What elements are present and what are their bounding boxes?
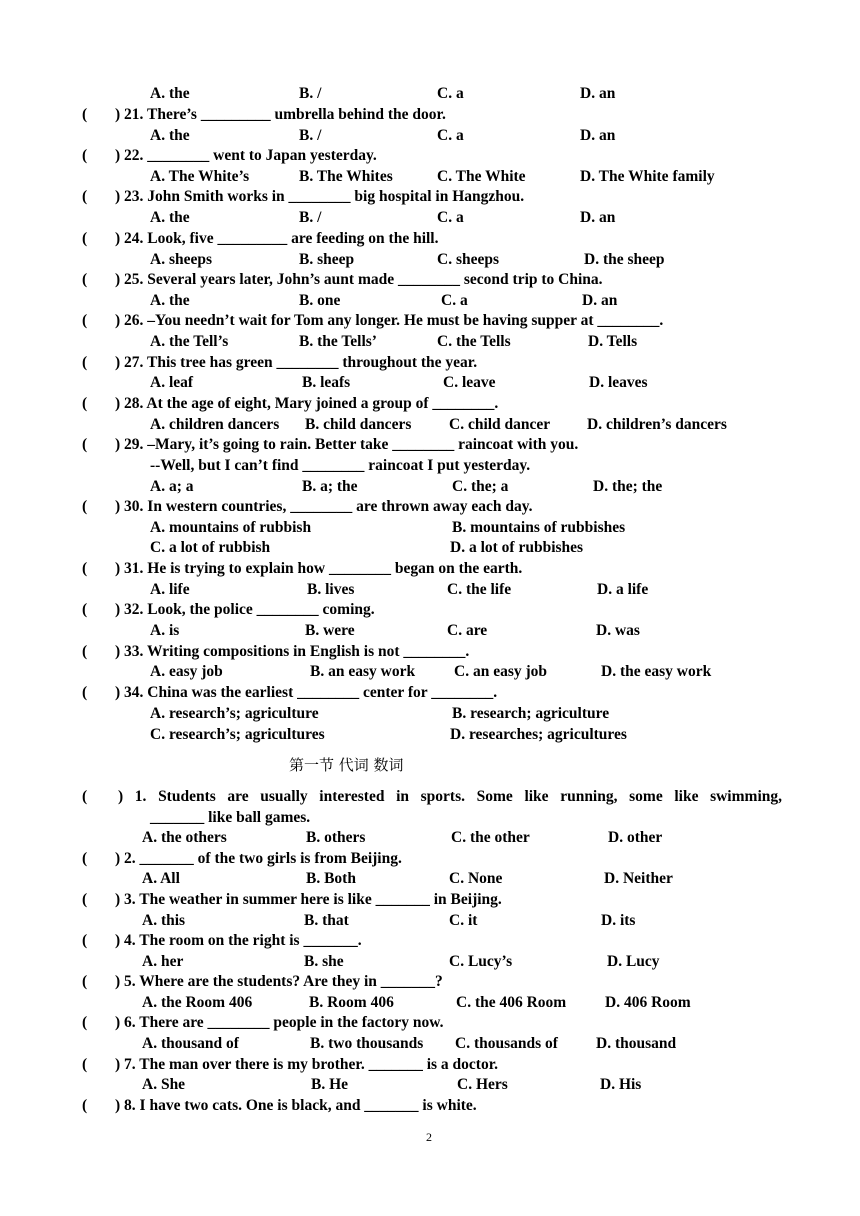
option: B. others	[306, 829, 366, 846]
question-1: ) 1. Students are usually interested in sports. Some like running, some like swimming,	[118, 788, 782, 805]
answer-paren: (	[82, 1056, 88, 1073]
option: A. research’s; agriculture	[150, 705, 319, 722]
option: C. the life	[447, 581, 512, 598]
question-25: ) 25. Several years later, John’s aunt made ________ second trip to China.	[115, 271, 603, 288]
option: C. a	[441, 292, 468, 309]
option: A. All	[142, 870, 180, 887]
option: A. leaf	[150, 374, 194, 391]
answer-paren: (	[82, 684, 88, 701]
option: C. a	[437, 209, 464, 226]
question-3: ) 3. The weather in summer here is like _______ in Beijing.	[115, 891, 502, 908]
answer-paren: (	[82, 1014, 88, 1031]
option: C. a	[437, 85, 464, 102]
question-8: ) 8. I have two cats. One is black, and _______ is white.	[115, 1097, 477, 1114]
option: A. the	[150, 127, 190, 144]
option: C. research’s; agricultures	[150, 726, 325, 743]
option: A. the	[150, 209, 190, 226]
option: B. lives	[307, 581, 355, 598]
option: D. an	[580, 127, 616, 144]
option: C. the 406 Room	[456, 994, 567, 1011]
option: B. /	[299, 209, 322, 226]
option: D. its	[601, 912, 636, 929]
answer-paren: (	[82, 436, 88, 453]
answer-paren: (	[82, 230, 88, 247]
option: A. the	[150, 292, 190, 309]
option: C. an easy job	[454, 663, 548, 680]
option: D. the; the	[593, 478, 663, 495]
option: B. /	[299, 127, 322, 144]
option: B. the Tells’	[299, 333, 377, 350]
option: D. the easy work	[601, 663, 712, 680]
question-31: ) 31. He is trying to explain how ________ began on the earth.	[115, 560, 523, 577]
option: C. it	[449, 912, 478, 929]
answer-paren: (	[82, 1097, 88, 1114]
option: C. None	[449, 870, 503, 887]
option: B. mountains of rubbishes	[452, 519, 626, 536]
option: D. a life	[597, 581, 649, 598]
question-29: ) 29. –Mary, it’s going to rain. Better take ________ raincoat with you.	[115, 436, 579, 453]
question-27: ) 27. This tree has green ________ throughout the year.	[115, 354, 478, 371]
answer-paren: (	[82, 271, 88, 288]
answer-paren: (	[82, 354, 88, 371]
option: D. the sheep	[584, 251, 665, 268]
option: D. children’s dancers	[587, 416, 727, 433]
option: A. life	[150, 581, 190, 598]
option: A. the Room 406	[142, 994, 253, 1011]
question-5: ) 5. Where are the students? Are they in _______?	[115, 973, 443, 990]
question-21: ) 21. There’s _________ umbrella behind the door.	[115, 106, 446, 123]
option: C. child dancer	[449, 416, 551, 433]
option: D. an	[580, 85, 616, 102]
option: D. 406 Room	[605, 994, 691, 1011]
option: D. leaves	[589, 374, 648, 391]
option: C. Hers	[457, 1076, 508, 1093]
option: C. leave	[443, 374, 496, 391]
page-number: 2	[426, 1130, 432, 1144]
option: C. are	[447, 622, 488, 639]
option: C. sheeps	[437, 251, 500, 268]
option: D. Lucy	[607, 953, 660, 970]
option: C. The White	[437, 168, 526, 185]
option: D. a lot of rubbishes	[450, 539, 584, 556]
option: A. children dancers	[150, 416, 280, 433]
option: A. sheeps	[150, 251, 213, 268]
question-2: ) 2. _______ of the two girls is from Beijing.	[115, 850, 402, 867]
option: B. Room 406	[309, 994, 394, 1011]
option: A. easy job	[150, 663, 223, 680]
question-34: ) 34. China was the earliest ________ center for ________.	[115, 684, 498, 701]
option: B. The Whites	[299, 168, 393, 185]
option: B. an easy work	[310, 663, 416, 680]
option: D. an	[580, 209, 616, 226]
answer-paren: (	[82, 395, 88, 412]
option: C. Lucy’s	[449, 953, 513, 970]
question-23: ) 23. John Smith works in ________ big hospital in Hangzhou.	[115, 188, 525, 205]
option: B. He	[311, 1076, 349, 1093]
option: B. a; the	[302, 478, 358, 495]
option: D. Tells	[588, 333, 638, 350]
question-7: ) 7. The man over there is my brother. _______ is a doctor.	[115, 1056, 499, 1073]
option: D. researches; agricultures	[450, 726, 627, 743]
option: A. the	[150, 85, 190, 102]
option: A. the others	[142, 829, 227, 846]
option: B. that	[304, 912, 349, 929]
option: D. His	[600, 1076, 642, 1093]
answer-paren: (	[82, 643, 88, 660]
option: D. The White family	[580, 168, 715, 185]
answer-paren: (	[82, 973, 88, 990]
question-29-reply: --Well, but I can’t find ________ raincoat I put yesterday.	[150, 457, 531, 474]
option: B. she	[304, 953, 344, 970]
option: A. the Tell’s	[150, 333, 229, 350]
answer-paren: (	[82, 932, 88, 949]
question-24: ) 24. Look, five _________ are feeding on the hill.	[115, 230, 439, 247]
answer-paren: (	[82, 560, 88, 577]
option: A. mountains of rubbish	[150, 519, 312, 536]
answer-paren: (	[82, 498, 88, 515]
option: A. a; a	[150, 478, 194, 495]
option: D. other	[608, 829, 663, 846]
option: B. Both	[306, 870, 356, 887]
question-28: ) 28. At the age of eight, Mary joined a group of ________.	[115, 395, 499, 412]
answer-paren: (	[82, 147, 88, 164]
option: C. a lot of rubbish	[150, 539, 271, 556]
option: B. child dancers	[305, 416, 412, 433]
option: A. is	[150, 622, 180, 639]
answer-paren: (	[82, 601, 88, 618]
question-6: ) 6. There are ________ people in the factory now.	[115, 1014, 444, 1031]
option: B. /	[299, 85, 322, 102]
option: C. the other	[451, 829, 530, 846]
question-33: ) 33. Writing compositions in English is not ________.	[115, 643, 470, 660]
option: C. the Tells	[437, 333, 511, 350]
option: A. The White’s	[150, 168, 250, 185]
question-4: ) 4. The room on the right is _______.	[115, 932, 362, 949]
answer-paren: (	[82, 850, 88, 867]
question-1-cont: _______ like ball games.	[150, 809, 311, 826]
option: D. thousand	[596, 1035, 677, 1052]
option: D. Neither	[604, 870, 673, 887]
answer-paren: (	[82, 312, 88, 329]
answer-paren: (	[82, 891, 88, 908]
option: B. sheep	[299, 251, 355, 268]
question-22: ) 22. ________ went to Japan yesterday.	[115, 147, 377, 164]
option: A. thousand of	[142, 1035, 239, 1052]
option: C. thousands of	[455, 1035, 558, 1052]
option: B. one	[299, 292, 341, 309]
option: D. an	[582, 292, 618, 309]
option: A. her	[142, 953, 184, 970]
question-32: ) 32. Look, the police ________ coming.	[115, 601, 375, 618]
question-30: ) 30. In western countries, ________ are thrown away each day.	[115, 498, 533, 515]
answer-paren: (	[82, 788, 88, 805]
option: D. was	[596, 622, 640, 639]
option: C. a	[437, 127, 464, 144]
option: C. the; a	[452, 478, 509, 495]
option: B. leafs	[302, 374, 351, 391]
answer-paren: (	[82, 106, 88, 123]
option: A. this	[142, 912, 186, 929]
answer-paren: (	[82, 188, 88, 205]
option: A. She	[142, 1076, 186, 1093]
question-26: ) 26. –You needn’t wait for Tom any longer. He must be having supper at ________.	[115, 312, 664, 329]
option: B. research; agriculture	[452, 705, 610, 722]
option: B. were	[305, 622, 355, 639]
section-title: 第一节 代词 数词	[289, 756, 404, 774]
option: B. two thousands	[310, 1035, 424, 1052]
